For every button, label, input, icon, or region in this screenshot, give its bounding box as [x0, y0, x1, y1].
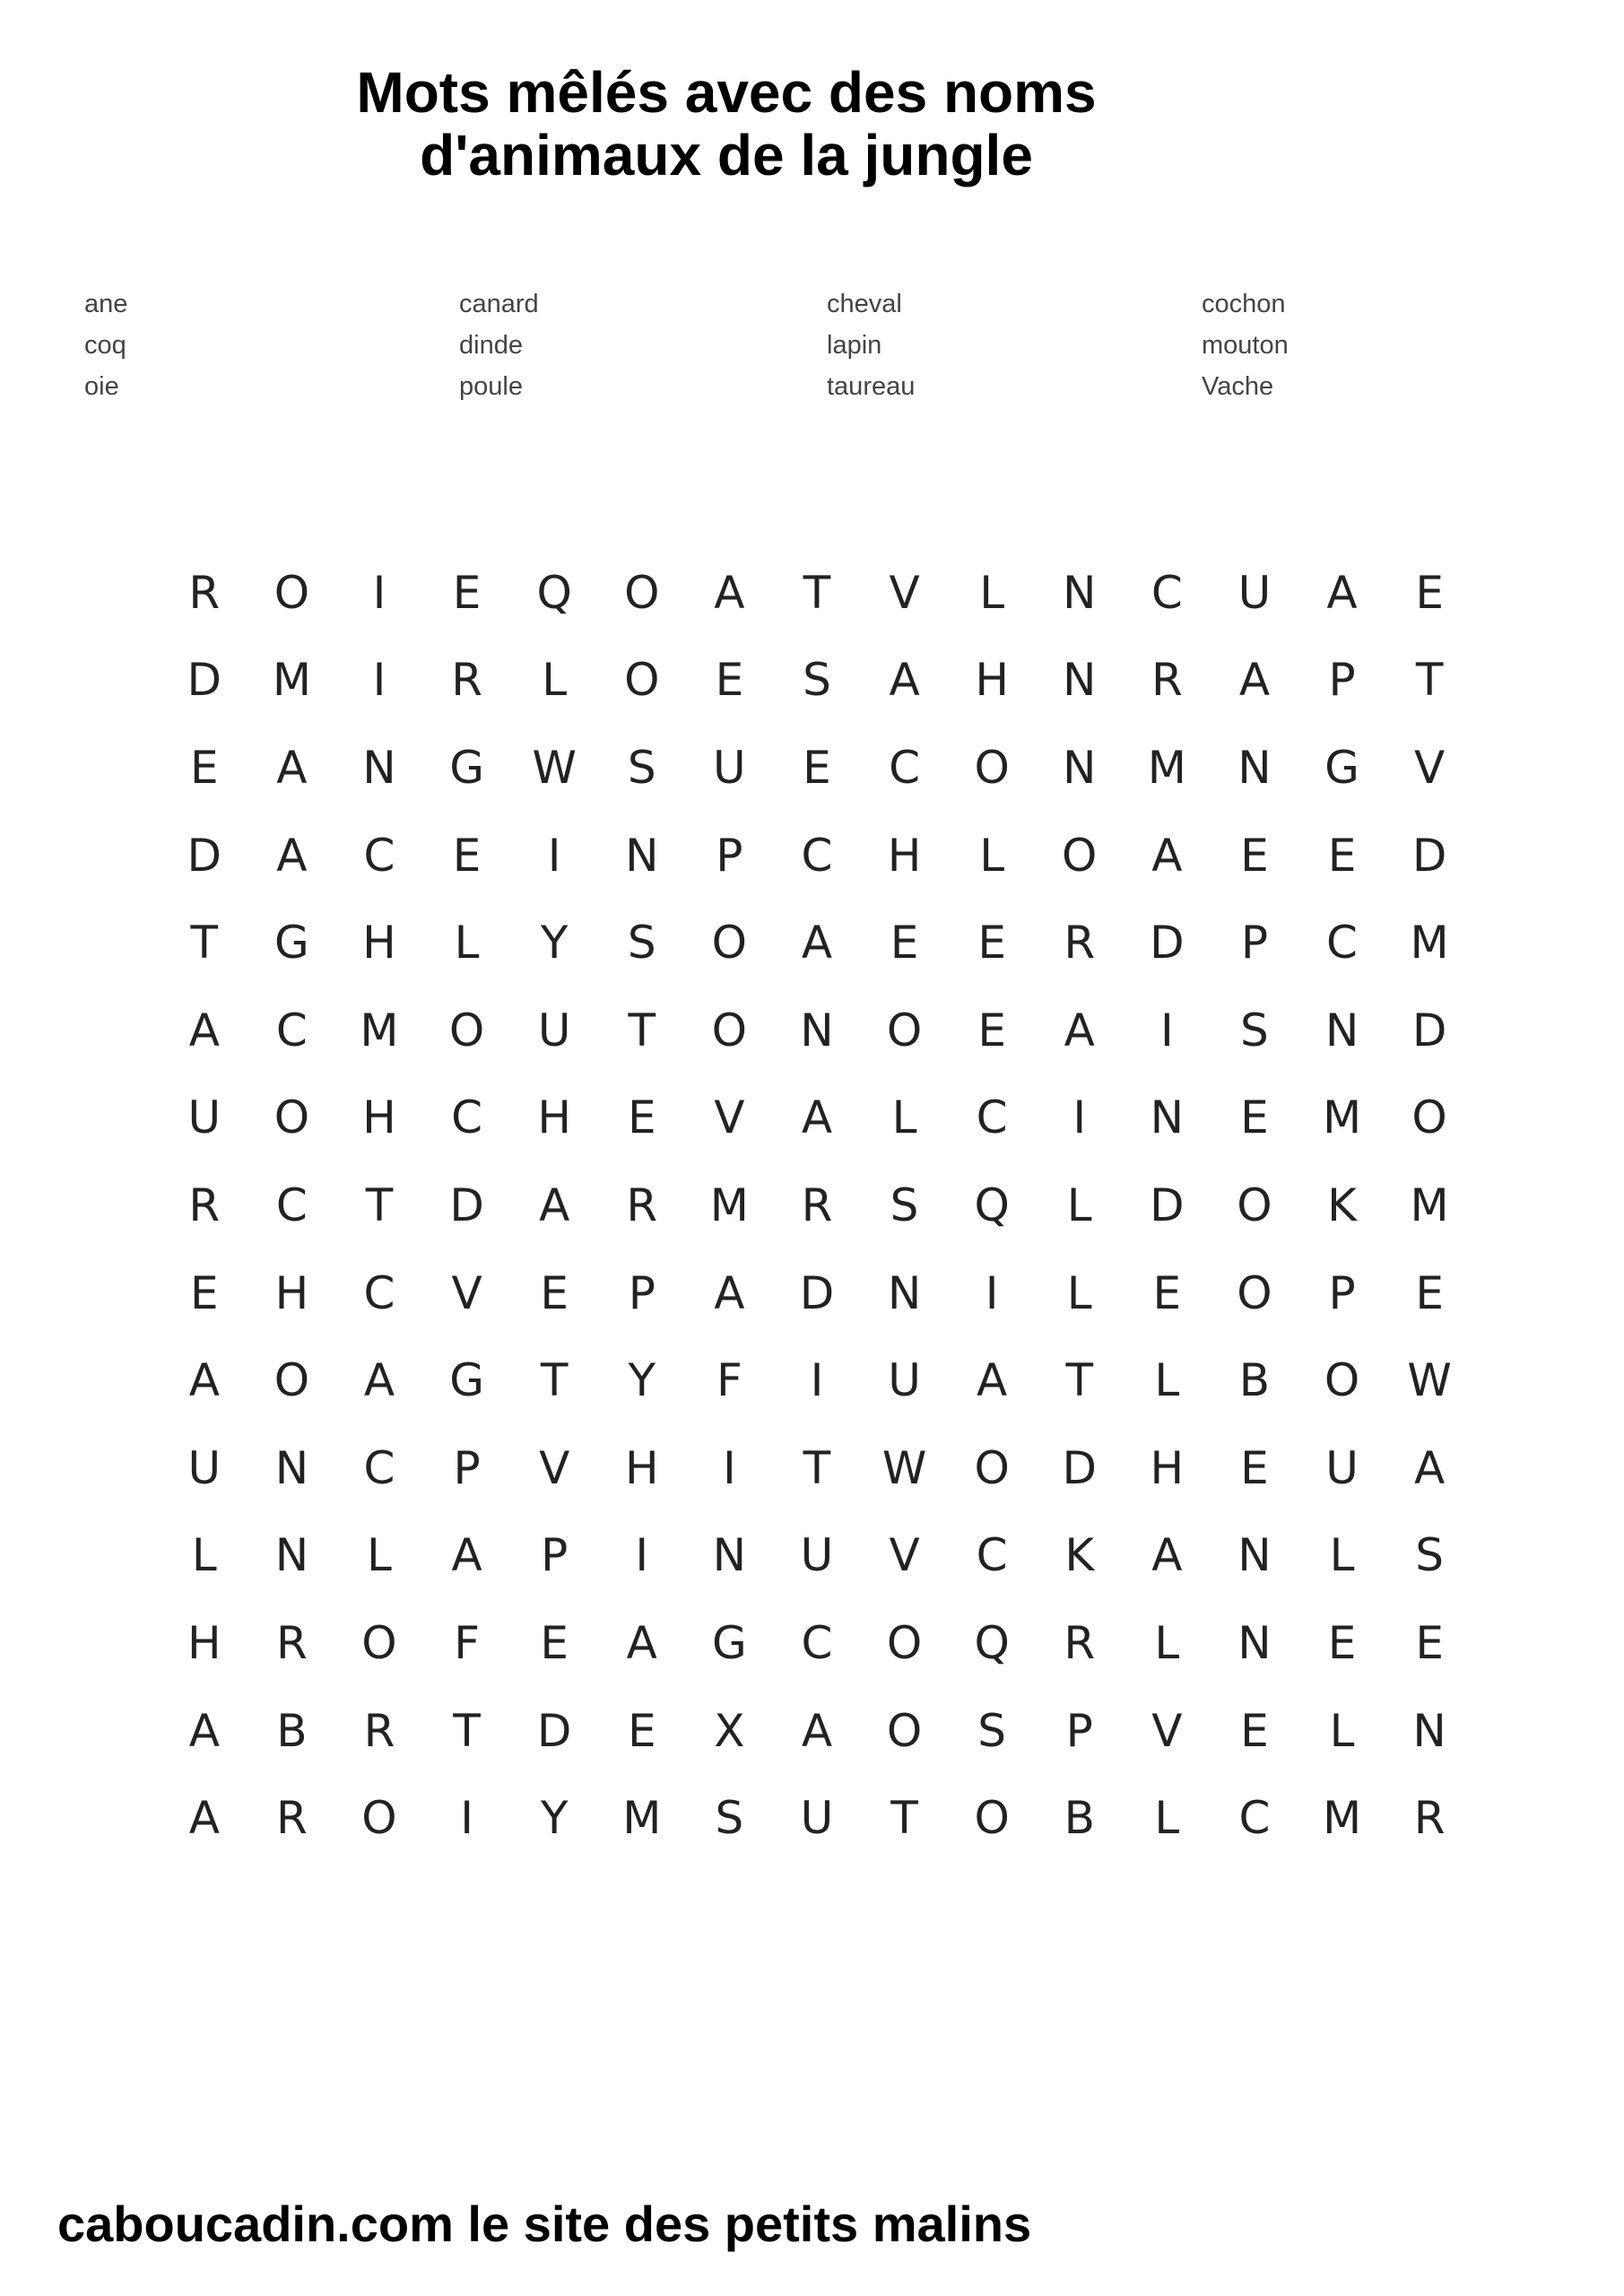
grid-letter: O: [274, 566, 310, 619]
grid-letter: O: [361, 1792, 397, 1845]
grid-letter: E: [1240, 1091, 1269, 1144]
grid-letter: D: [449, 1178, 484, 1231]
grid-letter: I: [1159, 1004, 1174, 1057]
grid-letter: A: [801, 917, 833, 970]
grid-letter: O: [886, 1704, 923, 1757]
grid-letter: T: [365, 1178, 394, 1231]
grid-letter: N: [1238, 1529, 1272, 1582]
grid-letter: O: [624, 654, 660, 707]
grid-letter: H: [362, 1091, 396, 1144]
grid-letter: A: [1151, 829, 1183, 882]
grid-letter: B: [1238, 1354, 1271, 1407]
grid-letter: O: [886, 1616, 923, 1669]
grid-letter: U: [187, 1441, 221, 1494]
grid-letter: A: [1238, 654, 1271, 707]
grid-letter: O: [974, 741, 1010, 794]
grid-letter: P: [716, 829, 743, 882]
grid-letter: A: [188, 1704, 220, 1757]
grid-letter: H: [274, 1266, 309, 1319]
grid-letter: T: [1415, 654, 1444, 707]
grid-letter: T: [540, 1354, 569, 1407]
grid-letter: V: [889, 566, 920, 619]
grid-letter: C: [801, 829, 833, 882]
grid-letter: A: [1414, 1441, 1446, 1494]
grid-letter: E: [1152, 1266, 1182, 1319]
grid-letter: K: [1327, 1178, 1357, 1231]
grid-letter: B: [1064, 1792, 1095, 1845]
grid-letter: E: [977, 917, 1006, 970]
grid-letter: W: [1407, 1354, 1452, 1407]
grid-letter: L: [979, 566, 1005, 619]
page-title: [0, 61, 1453, 187]
grid-letter: R: [1151, 654, 1183, 707]
grid-letter: S: [977, 1704, 1007, 1757]
grid-letter: E: [1415, 1266, 1444, 1319]
grid-letter: C: [976, 1091, 1008, 1144]
grid-letter: O: [1237, 1266, 1272, 1319]
grid-letter: I: [372, 566, 386, 619]
grid-letter: A: [188, 1004, 220, 1057]
grid-letter: C: [1326, 917, 1358, 970]
grid-letter: L: [1329, 1529, 1355, 1582]
grid-letter: Q: [974, 1178, 1010, 1231]
grid-letter: E: [190, 1266, 219, 1319]
grid-letter: R: [801, 1178, 833, 1231]
grid-letter: N: [274, 1441, 309, 1494]
grid-letter: O: [361, 1616, 397, 1669]
grid-letter: I: [460, 1792, 473, 1845]
grid-letter: A: [714, 566, 745, 619]
grid-letter: I: [547, 829, 561, 882]
word-list-item: poule: [459, 372, 523, 401]
grid-letter: U: [1238, 566, 1272, 619]
grid-letter: C: [1151, 566, 1183, 619]
grid-letter: P: [453, 1441, 481, 1494]
word-list-item: lapin: [827, 331, 882, 360]
grid-letter: E: [1327, 829, 1357, 882]
grid-letter: M: [709, 1178, 749, 1231]
word-list-item: ane: [84, 290, 128, 318]
grid-letter: P: [1328, 654, 1356, 707]
grid-letter: U: [537, 1004, 571, 1057]
grid-letter: N: [1238, 741, 1272, 794]
grid-letter: E: [452, 566, 482, 619]
grid-letter: A: [276, 741, 308, 794]
grid-letter: P: [1328, 1266, 1356, 1319]
grid-letter: E: [1240, 1441, 1269, 1494]
grid-letter: E: [1415, 1616, 1444, 1669]
grid-letter: E: [890, 917, 919, 970]
grid-letter: O: [974, 1441, 1010, 1494]
grid-letter: P: [628, 1266, 656, 1319]
grid-letter: L: [1154, 1616, 1180, 1669]
grid-letter: M: [622, 1792, 662, 1845]
grid-letter: U: [1325, 1441, 1359, 1494]
grid-letter: O: [274, 1091, 310, 1144]
grid-letter: E: [803, 741, 831, 794]
grid-letter: A: [1064, 1004, 1095, 1057]
grid-letter: I: [372, 654, 386, 707]
grid-letter: G: [449, 741, 484, 794]
grid-letter: U: [800, 1792, 834, 1845]
grid-letter: O: [974, 1792, 1010, 1845]
word-list-item: mouton: [1202, 331, 1289, 360]
grid-letter: Q: [974, 1616, 1010, 1669]
grid-letter: A: [889, 654, 920, 707]
grid-letter: O: [1324, 1354, 1360, 1407]
grid-letter: A: [801, 1704, 833, 1757]
grid-letter: P: [541, 1529, 569, 1582]
grid-letter: M: [1322, 1792, 1362, 1845]
grid-letter: R: [1413, 1792, 1446, 1845]
grid-letter: T: [453, 1704, 481, 1757]
grid-letter: A: [188, 1354, 220, 1407]
grid-letter: T: [803, 566, 831, 619]
grid-letter: R: [276, 1616, 308, 1669]
grid-letter: N: [625, 829, 659, 882]
grid-letter: C: [451, 1091, 483, 1144]
grid-letter: C: [275, 1178, 308, 1231]
grid-letter: T: [628, 1004, 656, 1057]
grid-letter: C: [363, 829, 395, 882]
grid-letter: U: [713, 741, 746, 794]
grid-letter: V: [714, 1091, 745, 1144]
word-list-item: oie: [84, 372, 119, 401]
grid-letter: C: [889, 741, 920, 794]
grid-letter: A: [1326, 566, 1358, 619]
grid-letter: G: [274, 917, 309, 970]
grid-letter: L: [367, 1529, 392, 1582]
grid-letter: O: [274, 1354, 310, 1407]
grid-letter: O: [624, 566, 660, 619]
grid-letter: E: [977, 1004, 1006, 1057]
grid-letter: L: [454, 917, 480, 970]
grid-letter: L: [1154, 1792, 1180, 1845]
grid-letter: V: [539, 1441, 570, 1494]
grid-letter: N: [1238, 1616, 1272, 1669]
grid-letter: N: [1324, 1004, 1359, 1057]
word-list-item: cheval: [827, 290, 902, 318]
grid-letter: S: [627, 741, 656, 794]
grid-letter: C: [363, 1441, 395, 1494]
grid-letter: L: [1154, 1354, 1180, 1407]
grid-letter: E: [540, 1266, 569, 1319]
grid-letter: Q: [536, 566, 572, 619]
grid-letter: S: [1415, 1529, 1444, 1582]
grid-letter: N: [1412, 1704, 1446, 1757]
grid-letter: V: [451, 1266, 482, 1319]
grid-letter: M: [1147, 741, 1186, 794]
grid-letter: N: [887, 1266, 922, 1319]
word-list-item: dinde: [459, 331, 523, 360]
grid-letter: L: [1066, 1178, 1092, 1231]
grid-letter: U: [187, 1091, 221, 1144]
grid-letter: P: [1240, 917, 1268, 970]
word-list-item: taureau: [827, 372, 916, 401]
grid-letter: H: [887, 829, 922, 882]
grid-letter: E: [1415, 566, 1444, 619]
grid-letter: R: [188, 566, 221, 619]
word-list-item: canard: [459, 290, 539, 318]
grid-letter: L: [891, 1091, 917, 1144]
grid-letter: R: [626, 1178, 658, 1231]
grid-letter: N: [800, 1004, 834, 1057]
grid-letter: C: [976, 1529, 1008, 1582]
grid-letter: L: [542, 654, 568, 707]
grid-letter: D: [536, 1704, 572, 1757]
grid-letter: N: [274, 1529, 309, 1582]
word-list-item: Vache: [1202, 372, 1274, 401]
grid-letter: A: [977, 1354, 1008, 1407]
grid-letter: P: [1065, 1704, 1093, 1757]
grid-letter: D: [799, 1266, 835, 1319]
grid-letter: G: [1324, 741, 1359, 794]
grid-letter: F: [716, 1354, 743, 1407]
grid-letter: A: [626, 1616, 657, 1669]
grid-letter: A: [1151, 1529, 1183, 1582]
grid-letter: B: [276, 1704, 308, 1757]
title-line-2: d'animaux de la jungle: [420, 123, 1033, 187]
grid-letter: G: [711, 1616, 747, 1669]
grid-letter: E: [452, 829, 482, 882]
grid-letter: E: [627, 1091, 656, 1144]
grid-letter: V: [889, 1529, 920, 1582]
grid-letter: N: [1063, 741, 1097, 794]
grid-letter: H: [1150, 1441, 1185, 1494]
grid-letter: E: [1240, 1704, 1269, 1757]
grid-letter: O: [1237, 1178, 1272, 1231]
grid-letter: C: [1238, 1792, 1271, 1845]
grid-letter: H: [362, 917, 396, 970]
grid-letter: M: [1410, 1178, 1449, 1231]
grid-letter: N: [1063, 566, 1097, 619]
grid-letter: Y: [628, 1354, 656, 1407]
grid-letter: V: [1151, 1704, 1183, 1757]
grid-letter: O: [711, 917, 748, 970]
grid-letter: S: [715, 1792, 744, 1845]
grid-letter: T: [803, 1441, 831, 1494]
grid-letter: H: [537, 1091, 571, 1144]
grid-letter: H: [187, 1616, 221, 1669]
grid-letter: H: [975, 654, 1009, 707]
grid-letter: D: [187, 829, 222, 882]
grid-letter: F: [454, 1616, 480, 1669]
grid-letter: K: [1064, 1529, 1095, 1582]
grid-letter: L: [191, 1529, 217, 1582]
grid-letter: I: [722, 1441, 736, 1494]
grid-letter: S: [627, 917, 656, 970]
grid-letter: L: [979, 829, 1005, 882]
word-list-item: cochon: [1202, 290, 1286, 318]
grid-letter: N: [1150, 1091, 1185, 1144]
footer-text: caboucadin.com le site des petits malins: [57, 2196, 1032, 2252]
grid-letter: O: [886, 1004, 923, 1057]
grid-letter: N: [712, 1529, 747, 1582]
grid-letter: O: [711, 1004, 748, 1057]
grid-letter: R: [1064, 917, 1096, 970]
grid-letter: R: [1064, 1616, 1096, 1669]
letter-grid: [161, 549, 1474, 1862]
grid-letter: U: [888, 1354, 921, 1407]
grid-letter: L: [1329, 1704, 1355, 1757]
grid-letter: D: [187, 654, 222, 707]
grid-letter: D: [1150, 1178, 1185, 1231]
grid-letter: W: [881, 1441, 927, 1494]
grid-letter: I: [985, 1266, 999, 1319]
word-list: [0, 289, 1624, 423]
grid-letter: A: [714, 1266, 745, 1319]
grid-letter: R: [451, 654, 482, 707]
grid-letter: D: [1150, 917, 1185, 970]
grid-letter: G: [449, 1354, 484, 1407]
grid-letter: U: [800, 1529, 834, 1582]
grid-letter: A: [188, 1792, 220, 1845]
grid-letter: T: [1065, 1354, 1093, 1407]
grid-letter: M: [1322, 1091, 1362, 1144]
grid-letter: N: [362, 741, 396, 794]
grid-letter: S: [890, 1178, 919, 1231]
grid-letter: A: [539, 1178, 570, 1231]
grid-letter: Y: [540, 1792, 569, 1845]
grid-letter: C: [275, 1004, 308, 1057]
grid-letter: O: [448, 1004, 485, 1057]
grid-letter: O: [1411, 1091, 1447, 1144]
title-line-1: Mots mêlés avec des noms: [356, 60, 1097, 125]
grid-letter: W: [532, 741, 577, 794]
grid-letter: X: [714, 1704, 745, 1757]
grid-letter: Y: [540, 917, 569, 970]
grid-letter: H: [624, 1441, 659, 1494]
grid-letter: R: [363, 1704, 395, 1757]
grid-letter: I: [1073, 1091, 1087, 1144]
grid-letter: I: [810, 1354, 824, 1407]
grid-letter: L: [1066, 1266, 1092, 1319]
grid-letter: T: [890, 1792, 918, 1845]
grid-letter: V: [1414, 741, 1446, 794]
grid-letter: D: [1411, 1004, 1447, 1057]
grid-letter: C: [363, 1266, 395, 1319]
grid-letter: D: [1062, 1441, 1097, 1494]
grid-letter: I: [635, 1529, 649, 1582]
grid-letter: T: [190, 917, 219, 970]
grid-letter: M: [272, 654, 311, 707]
grid-letter: M: [1410, 917, 1449, 970]
grid-letter: E: [540, 1616, 569, 1669]
grid-letter: E: [190, 741, 219, 794]
grid-letter: A: [276, 829, 308, 882]
grid-letter: R: [188, 1178, 221, 1231]
grid-letter: D: [1411, 829, 1447, 882]
grid-letter: E: [1327, 1616, 1357, 1669]
grid-letter: E: [715, 654, 744, 707]
grid-letter: N: [1063, 654, 1097, 707]
word-list-item: coq: [84, 331, 126, 360]
grid-letter: M: [360, 1004, 399, 1057]
grid-letter: A: [363, 1354, 395, 1407]
grid-letter: A: [801, 1091, 833, 1144]
grid-letter: A: [451, 1529, 482, 1582]
grid-letter: E: [1240, 829, 1269, 882]
grid-letter: C: [801, 1616, 833, 1669]
grid-letter: O: [1062, 829, 1098, 882]
grid-letter: S: [1240, 1004, 1269, 1057]
grid-letter: E: [627, 1704, 656, 1757]
grid-letter: S: [803, 654, 831, 707]
grid-letter: R: [276, 1792, 308, 1845]
